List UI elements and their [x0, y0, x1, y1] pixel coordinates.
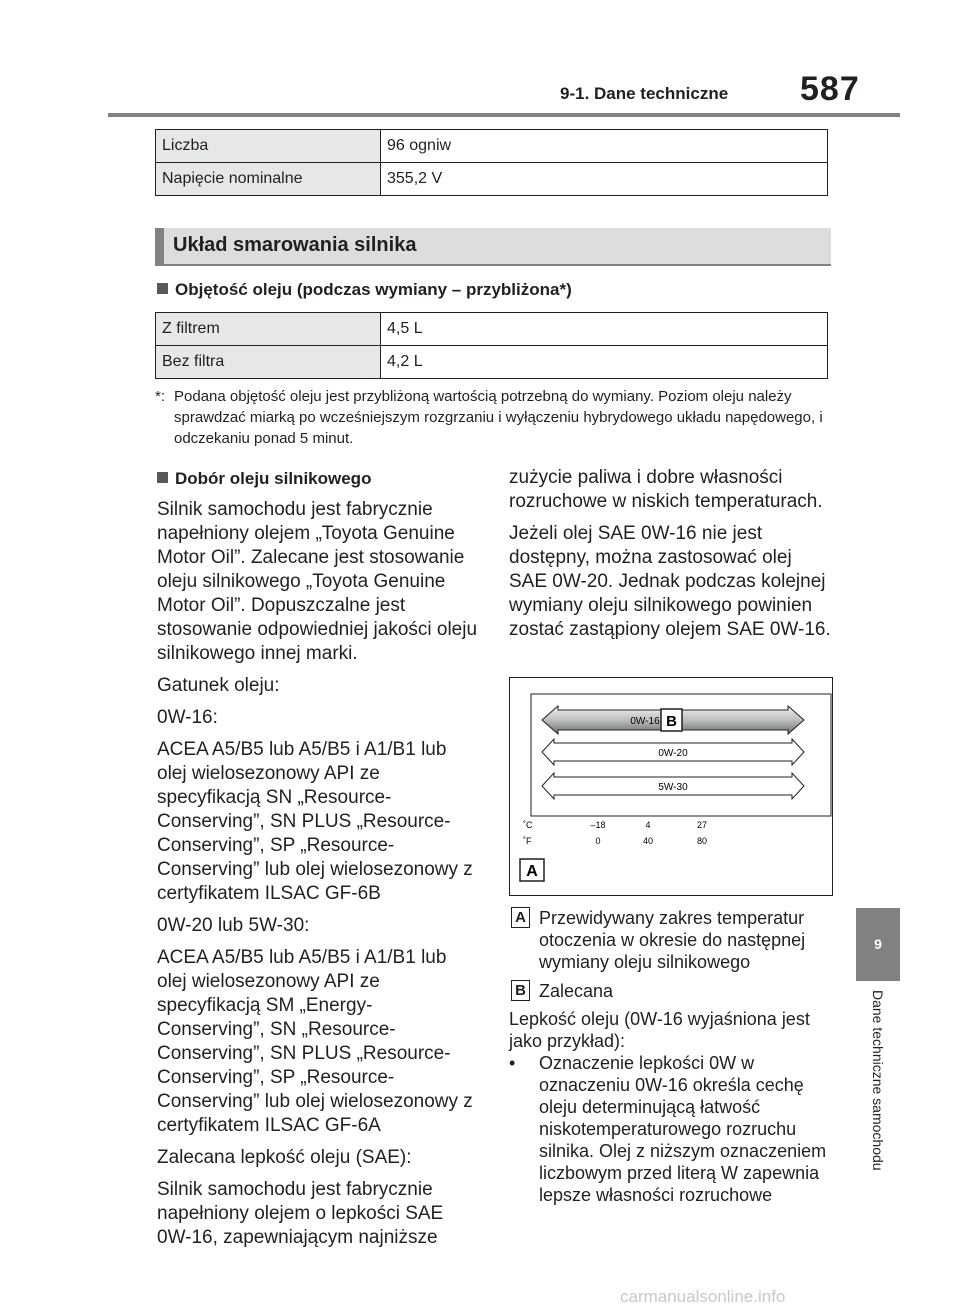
celsius-tick: 4	[645, 820, 651, 830]
legend-marker: A	[511, 907, 530, 928]
table-value: 4,2 L	[381, 346, 828, 379]
paragraph: Gatunek oleju:	[157, 675, 280, 696]
table-value: 4,5 L	[381, 313, 828, 346]
paragraph: Silnik samochodu jest fabrycznie napełniony olejem o lepkości SAE 0W-16, zapewniającym najniższe	[157, 1179, 444, 1248]
section-header	[155, 228, 831, 266]
range-bar-0w-16	[542, 706, 804, 734]
chapter-side-text: Dane techniczne samochodu	[870, 990, 886, 1171]
legend-marker: B	[511, 980, 530, 1001]
table-key: Napięcie nominalne	[156, 163, 381, 196]
list-item	[509, 1052, 833, 1206]
legend-text: Przewidywany zakres temperatur otoczenia w okresie do następnej wymiany oleju silnikowego	[539, 908, 806, 972]
viscosity-chart	[509, 677, 833, 896]
watermark: carmanualsonline.info	[620, 1287, 786, 1306]
header-rule	[108, 113, 900, 117]
table-key: Z filtrem	[156, 313, 381, 346]
square-bullet-icon	[157, 283, 168, 294]
oil-capacity-heading-text: Objętość oleju (podczas wymiany – przybliżona*)	[175, 280, 572, 299]
oil-selection-heading	[157, 469, 371, 489]
table-key: Liczba	[156, 130, 381, 163]
section-header-title: Układ smarowania silnika	[173, 234, 417, 256]
marker-a-label: A	[526, 863, 538, 880]
list-item-text: Oznaczenie lepkości 0W w oznaczeniu 0W-16 określa cechę oleju determinującą łatwość niskotemperaturowego rozruchu silnika. Olej z niższym oznaczeniem liczbowym przed literą W zapewnia lepsze własności rozruchowe	[539, 1053, 827, 1205]
oil-capacity-heading	[157, 280, 572, 300]
bullet-icon: •	[509, 1053, 516, 1073]
range-label: 0W-20	[658, 748, 688, 759]
fahrenheit-tick: 40	[642, 836, 654, 846]
paragraph: zużycie paliwa i dobre własności rozruchowe w niskich temperaturach.	[509, 467, 823, 512]
section-title: 9-1. Dane techniczne	[560, 84, 729, 103]
range-label: 0W-16	[630, 716, 660, 727]
chapter-side-label	[858, 990, 898, 1230]
oil-selection-heading-text: Dobór oleju silnikowego	[175, 469, 372, 488]
fahrenheit-tick: 0	[595, 836, 601, 846]
table-key: Bez filtra	[156, 346, 381, 379]
left-column	[157, 498, 479, 1258]
battery-spec-table	[155, 129, 828, 196]
celsius-tick: –18	[590, 820, 606, 830]
table-row	[156, 346, 828, 379]
table-row	[156, 163, 828, 196]
marker-b-label: B	[666, 713, 677, 730]
range-bar-5w-30	[542, 773, 804, 799]
viscosity-chart-svg	[510, 678, 832, 895]
table-row	[156, 130, 828, 163]
chart-legend	[509, 907, 833, 1002]
fahrenheit-tick: 80	[696, 836, 708, 846]
table-value: 96 ogniw	[381, 130, 828, 163]
paragraph: 0W-20 lub 5W-30:	[157, 915, 310, 936]
paragraph: ACEA A5/B5 lub A5/B5 i A1/B1 lub olej wielosezonowy API ze specyfikacją SM „Energy-Conserving”, SN „Resource-Conserving”, SN PLUS „Resource-Conserving”, SP „Resource-Conserving” lub olej wielosezonowy z certyfikatem ILSAC GF-6A	[157, 947, 473, 1136]
celsius-tick: 27	[696, 820, 708, 830]
chapter-tab: 9	[856, 908, 900, 981]
celsius-label: ˚C	[523, 820, 533, 830]
footnote-text: Podana objętość oleju jest przybliżoną wartością potrzebną do wymiany. Poziom oleju należy sprawdzać miarką po wcześniejszym rozgrzaniu i wyłączeniu hybrydowego układu napędowego, i odczekaniu ponad 5 minut.	[174, 388, 823, 447]
range-label: 5W-30	[658, 782, 688, 793]
paragraph: Zalecana lepkość oleju (SAE):	[157, 1147, 412, 1168]
table-row	[156, 313, 828, 346]
paragraph: 0W-16:	[157, 707, 218, 728]
page-number: 587	[800, 70, 860, 108]
footnote-mark: *:	[155, 388, 166, 405]
table-value: 355,2 V	[381, 163, 828, 196]
viscosity-intro: Lepkość oleju (0W-16 wyjaśniona jest jako przykład):	[509, 1009, 810, 1051]
legend-text: Zalecana	[539, 981, 614, 1001]
oil-capacity-table	[155, 312, 828, 379]
fahrenheit-label: ˚F	[523, 836, 532, 846]
range-bar-0w-20	[542, 739, 804, 765]
footnote	[155, 386, 835, 449]
legend-item	[509, 980, 833, 1002]
paragraph: ACEA A5/B5 lub A5/B5 i A1/B1 lub olej wielosezonowy API ze specyfikacją SN „Resource-Conserving”, SN PLUS „Resource-Conserving”, SP „Resource-Conserving” lub olej wielosezonowy z certyfikatem ILSAC GF-6B	[157, 739, 473, 904]
viscosity-explanation	[509, 1008, 833, 1206]
paragraph: Jeżeli olej SAE 0W-16 nie jest dostępny, można zastosować olej SAE 0W-20. Jednak podczas kolejnej wymiany oleju silnikowego powinien zostać zastąpiony olejem SAE 0W-16.	[509, 523, 831, 640]
square-bullet-icon	[157, 472, 168, 483]
section-header-bar	[155, 228, 164, 264]
paragraph: Silnik samochodu jest fabrycznie napełniony olejem „Toyota Genuine Motor Oil”. Zalecane jest stosowanie oleju silnikowego „Toyota Genuine Motor Oil”. Dopuszczalne jest stosowanie odpowiedniej jakości oleju silnikowego innej marki.	[157, 499, 478, 664]
right-column	[509, 466, 833, 650]
legend-item	[509, 907, 833, 973]
